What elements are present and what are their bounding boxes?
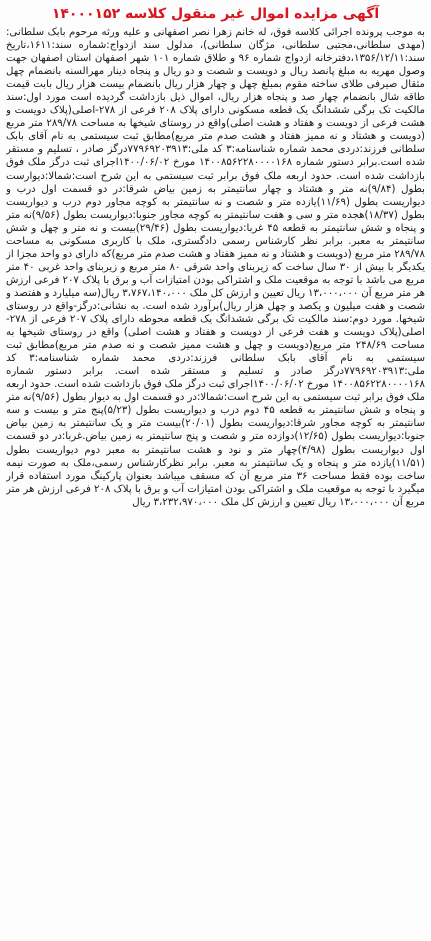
notice-title: آگهی مزایده اموال غیر منقول کلاسه ۱۴۰۰۰۱۵۲ <box>51 6 380 22</box>
notice-body: به موجب پرونده اجرائی کلاسه فوق، له خانم زهرا نصر اصفهانی و علیه ورثه مرحوم بابک سلطانی:(مهدی سلطانی،مجتبی سلطانی، مژگان سلطانی)، مدلول سند ازدواج:شماره سند:۱۶۱۱،تاریخ سند:۱۳۵۶/۱۲/۱۱،دفترخانه ازدواج شماره ۹۶ و طلاق شماره ۱۰۱ شهر اصفهان استان اصفهان جهت وصول مهریه به مبلغ پانصد ریال و دویست و شصت و دو ریال و پنجاه دینار مهرالسنه بانضمام چهل مثقال صیرفی طلای ساخته مقوم بمبلغ چهل و چهار هزار ریال بانضمام بیست هزار ریال بابت قیمت طاقه شال بانضمام چهار صد و پنجاه هزار ریال، اموال ذیل بازداشت گردیده است مورد اول:سند مالکیت تک برگی ششدانگ یک قطعه مسکونی دارای پلاک ۲۰۸ فرعی از ۲۷۸-اصلی(پلاک دویست و هشت فرعی از دویست و هفتاد و هشت اصلی)واقع در روستای شیخها به مساحت ۲۸۹/۷۸ متر مربع (دویست و هشتاد و نه ممیز هفتاد و هشت صدم متر مربع)مطابق ثبت سیستمی به نام آقای بابک سلطانی فرزند:دردی محمد شماره شناسنامه:۳ کد ملی:۷۷۹۶۹۲۰۳۹۱۳درگز صادر ، تسلیم و مستقر شده است.برابر دستور شماره ۱۴۰۰۸۵۶۲۲۸۰۰۰۰۱۶۸ مورخ ۱۴۰۰/۰۶/۰۲اجرای ثبت درگز ملک فوق بازداشت شده است. حدود اربعه ملک فوق برابر ثبت سیستمی به این شرح است:شمالا:دیوارست بطول (۹/۸۴)نه متر و هشتاد و چهار سانتیمتر به زمین بیاض شرقا:در دو قسمت اول درب و دیواریست بطول (۱۱/۶۹)یازده متر و شصت و نه سانتیمتر به کوچه مجاور دوم درب و دیواریست بطول (۱۸/۳۷)هجده متر و سی و هفت سانتیمتر به کوچه مجاور جنوبا:دیواریست بطول (۹/۵۶)نه متر و پنجاه و شش سانتیمتر به قطعه ۴۵ غربا:دیواریست بطول (۲۹/۴۶)بیست و نه متر و چهل و شش سانتیمتر به معبر. برابر نظر کارشناس رسمی دادگستری، ملک با کاربری مسکونی به مساحت ۲۸۹/۷۸ متر مربع (دویست و هشتاد و نه ممیز هفتاد و هشت صدم متر مربع)که دارای دو واحد مجزا از یکدیگر با بیش از ۳۰ سال ساخت که زیربنای واحد شرقی ۸۰ متر مربع و زیربنای واحد غربی ۴۰ متر مربع می باشد با توجه به موقعیت ملک و اشتراکی بودن امتیازات آب و برق با پلاک ۲۰۷ فرعی ارزش هر متر مربع آن ۱۳،۰۰۰،۰۰۰ ریال تعیین و ارزش کل ملک ۳،۷۶۷،۱۴۰،۰۰۰ ریال(سه میلیارد و هفتصد و شصت و هفت میلیون و یکصد و چهل هزار ریال)برآورد شده است. به نشانی:درگز-واقع در روستای شیخها. مورد دوم:سند مالکیت تک برگی ششدانگ یک قطعه محوطه دارای پلاک ۲۰۷ فرعی از ۲۷۸-اصلی(پلاک دویست و هفت فرعی از دویست و هفتاد و هشت اصلی) واقع در روستای شیخها به مساحت ۲۴۸/۶۹ متر مربع(دویست و چهل و هشت ممیز شصت و نه صدم متر مربع)مطابق ثبت سیستمی به نام آقای بابک سلطانی فرزند:دردی محمد شماره شناسنامه:۳ کد ملی:۷۷۹۶۹۲۰۳۹۱۳درگز صادر و تسلیم و مستقر شده است. برابر دستور شماره ۱۴۰۰۸۵۶۲۲۸۰۰۰۰۱۶۸ مورخ ۱۴۰۰/۰۶/۰۲اجرای ثبت درگز ملک فوق بازداشت شده است. حدود اربعه ملک فوق برابر ثبت سیستمی به این شرح است:شمالا:در دو قسمت اول به دیوار بطول (۹/۵۶)نه متر و پنجاه و شش سانتیمتر به قطعه ۴۵ دوم درب و دیواریست بطول (۵/۲۳)پنج متر و بیست و سه سانتیمتر به کوچه مجاور شرقا:دیواریست بطول (۲۰/۰۱)بیست متر و یک سانتیمتر به زمین بیاض جنوبا:دیواریست بطول (۱۲/۶۵)دوازده متر و شصت و پنج سانتیمتر به زمین بیاض.غربا:در دو قسمت اول دیواریست بطول (۴/۹۸)چهار متر و نود و هشت سانتیمتر به معبر دوم دیواریست بطول (۱۱/۵۱)یازده متر و پنجاه و یک سانتیمتر به معبر. برابر نظرکارشناس رسمی،ملک به صورت نیمه ساخت بوده فقط مساحت ۳۶ متر مربع آن که مسقف میباشد بعنوان پارکینگ مورد استفاده قرار میگیرد با توجه به موقعیت ملک و اشتراکی بودن امتیازات آب و برق با پلاک ۲۰۸ فرعی ارزش هر متر مربع آن ۱۳،۰۰۰،۰۰۰ ریال تعیین و ارزش کل ملک ۳،۲۳۲،۹۷۰،۰۰۰ ریال <box>6 27 425 508</box>
